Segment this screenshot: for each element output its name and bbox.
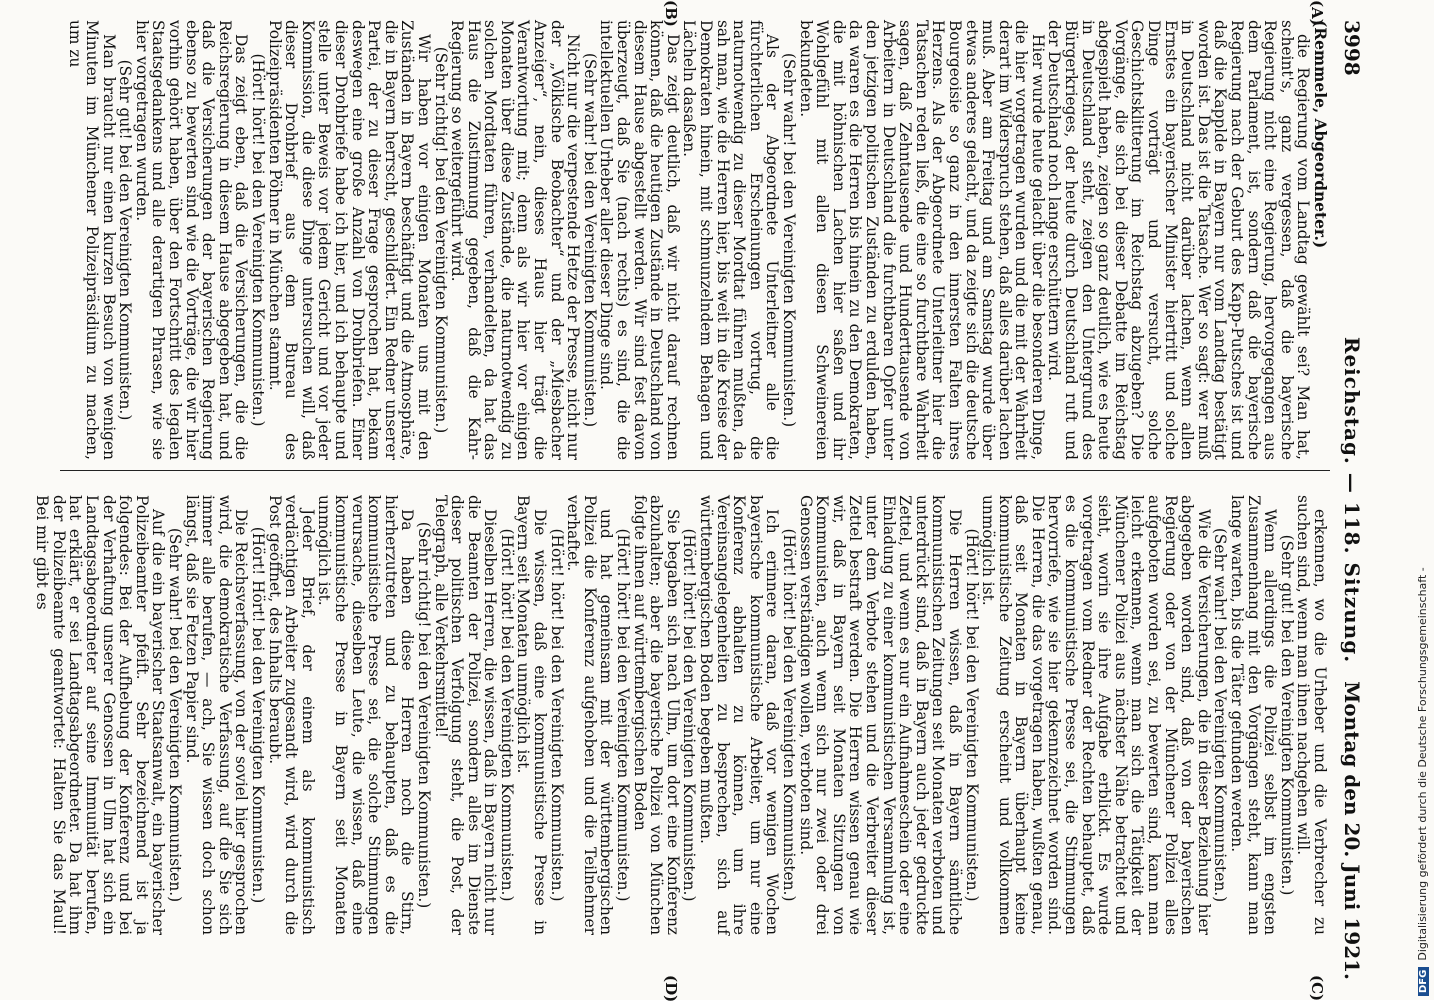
paragraph: erkennen, wo die Urheber und die Verbrecher zu suchen sind, wenn man ihnen nachgehen will.: [1294, 495, 1329, 935]
interjection: (Sehr gut! bei den Vereinigten Kommunisten.): [1277, 534, 1296, 896]
paragraph: Auf die ein bayerischer Staatsanwalt, ein bayerischer Polizeibeamter pfeift. Sehr bezeichnend ist ja folgendes: Bei der Aufhebung der Konferenz und bei der Verhaftung unserer Genossen in Ulm hat sich ein Landtagsabgeordneter auf seine Immunität berufen, hat erklärt, er sei Landtagsabgeordneter. Da hat ihm der Polizeibeamte geantwortet: Halten Sie das Maul! Bei mir gibt es: [33, 495, 168, 935]
interjection: (Hört! hört! bei den Vereinigten Kommunisten.): [497, 528, 516, 902]
interjection: (Sehr gut! bei den Vereinigten Kommunisten.): [116, 59, 135, 421]
credit-text: Digitalisierung gefördert durch die Deutsche Forschungsgemeinschaft -: [1416, 567, 1429, 961]
paragraph: die Regierung vom Landtag gewählt sei? Man hat, scheint's, ganz vergessen, daß die bayerische Regierung nicht eine Regierung, hervorgegangen aus dem Parlament, ist, sondern daß die bayerische Regierung nach der Geburt des Kapp-Putsches ist und daß die Kapplde in Bayern nur vom Landtag bestätigt worden ist. Das ist die Tatsache. Wer so sagt: wer muß in Deutschland nicht darüber lachen, wenn allen Ernstes ein bayerischer Minister hiertritt und solche Dinge vorträgt und versucht, solche Geschichtsklitterung im Reichstag abzugeben? Die Vorgänge, die sich bei dieser Debatte im Reichstag abgespielt haben, zeigen so ganz deutlich, wie es heute in Deutschland steht, zeigen den Untergrund des Bürgerkrieges, der heute durch Deutschland ruft und der Deutschland noch lange erschüttern wird.: [1045, 20, 1313, 460]
interjection: (Sehr wahr! bei den Vereinigten Kommunisten.): [166, 527, 185, 903]
interjection: (Hört! hört! bei den Vereinigten Kommunisten.): [547, 528, 566, 902]
page-number: 3998: [1340, 20, 1364, 76]
paragraph: Da haben diese Herren noch die Stirn, hierherzutreten und zu behaupten, daß es die kommunistische Presse sei, die solche Stimmungen verursache, dieselben Leute, die wissen, daß eine kommunistische Presse in Bayern seit Monaten unmöglich ist.: [315, 495, 417, 935]
margin-marker-d: (D): [662, 975, 680, 1002]
paragraph: Die Herren wissen, daß in Bayern sämtliche kommunistischen Zeitungen seit Monaten verboten und unterdrückt sind, daß in Bayern auch jeder gedruckte Zettel, und wenn es nur ein Aufnahmeschein oder eine Einladung zu einer kommunistischen Versammlung ist, unter dem Verbote stehen und die Verbreiter dieser Zettel bestraft werden. Die Herren wissen genau wie wir, daß in Bayern seit Monaten Sitzungen von Kommunisten, auch wenn sich nur zwei oder drei Genossen verständigen wollen, verboten sind.: [796, 495, 964, 935]
interjection: (Sehr richtig! bei den Vereinigten Kommunisten.): [431, 46, 450, 434]
paragraph: Jeder Brief, der einem als kommunistisch verdächtigen Arbeiter zugesandt wird, wird durch die Post geöffnet, des Inhalts beraubt.: [265, 495, 317, 935]
paragraph: Wie die Versicherungen, die in dieser Beziehung hier abgegeben worden sind, daß von der bayerischen Regierung oder von der Münchener Polizei alles aufgeboten worden sei, zu bewerten sind, kann man leicht erkennen, wenn man sich die Tätigkeit der Münchener Polizei aus nächster Nähe betrachtet und sieht, worin sie ihre Aufgabe erblickt. Es wurde vorgetragen vom Redner der Rechten behauptet, daß es die kommunistische Presse sei, die Stimmungen hervorriefe, wie sie hier gekennzeichnet worden sind. Die Herren, die das vorgetragen haben, wußten genau, daß seit Monaten in Bayern überhaupt keine kommunistische Zeitung erscheint und vollkommen unmöglich ist.: [979, 495, 1213, 935]
interjection: (Sehr wahr! bei den Vereinigten Kommunisten.): [580, 52, 599, 428]
paragraph: Die Reichsverfassung, von der soviel hier gesprochen wird, die demokratische Verfassung, auf die Sie sich immer alle berufen, — ach, Sie wissen doch schon längst, daß sie Fetzen Papier sind.: [182, 495, 251, 935]
interjection: (Sehr wahr! bei den Vereinigten Kommunisten.): [780, 52, 798, 428]
paragraph: Ich erinnere daran, daß vor wenigen Wochen bayerische kommunistische Arbeiter, um nur eine Konferenz abhalten zu können, um ihre Vereinsangelegenheiten zu besprechen, sich auf württembergischen Boden begeben mußten.: [697, 495, 782, 935]
page-header: [1332, 20, 1364, 980]
interjection: (Sehr richtig! bei den Vereinigten Kommunisten.): [414, 521, 433, 909]
interjection: (Hört! hört! bei den Vereinigten Kommunisten.): [680, 528, 699, 902]
interjection: (Hört! hört! bei den Vereinigten Kommunisten.): [614, 528, 633, 902]
paragraph: Hier wurde heute gelacht über die besonderen Dinge, die hier vorgetragen wurden und die mit der Wahrheit derart im Widerspruch stehen, daß alles darüber lachen muß. Aber am Freitag und am Samstag wurde über etwas anderes gelacht, und da zeigte sich die deutsche Bourgeoisie so ganz in den innersten Falten ihres Herzens. Als der Abgeordnete Unterleitner hier die Tatsachen reden ließ, die eine so furchtbare Wahrheit sagen, daß Zehntausende und Hunderttausende von Arbeitern in Deutschland die furchtbaren Opfer unter den jetzigen politischen Zuständen zu erdulden haben, da waren es die Herren bis hinein zu den Demokraten, die mit höhnischen Lachen hier saßen und ihr Wohlgefühl mit allen diesen Schweinereien bekundeten.: [796, 20, 1047, 460]
interjection: (Hört! hört! bei den Vereinigten Kommunisten.): [780, 528, 798, 902]
speaker-line: (Remmele, Abgeordneter.): [1311, 20, 1329, 249]
paragraph: und hat gemeinsam mit der württembergischen Polizei die Konferenz aufgehoben und die Teilnehmer verhaftet.: [564, 495, 616, 935]
margin-marker-c: (C): [1308, 975, 1326, 1002]
paragraph: Das zeigt eben, daß die Versicherungen, die die Reichsregierung in diesem Hause abgegeben hat, und daß die Versicherungen der bayerischen Regierung ebenso zu bewerten sind wie die Vorträge, die wir hier vorhin gehört haben, über den Fortschritt des legalen Staatsgedankens und alle derartigen Phrasen, wie sie hier vorgetragen wurden.: [132, 20, 251, 460]
paragraph: Das zeigt deutlich, daß wir nicht darauf rechnen können, daß die heutigen Zustände in Deutschland von diesem Hause abgestellt werden. Wir sind fest davon überzeugt, daß Sie (nach rechts) es sind, die die intellektuellen Urheber aller dieser Dinge sind.: [597, 20, 682, 460]
paragraph: Dieselben Herren, die wissen, daß in Bayern nicht nur die Beamten der Polizei, sondern alles im Dienste dieser politischen Verfolgung steht, die Post, der Telegraph, alle Verkehrsmittel!: [431, 495, 500, 935]
margin-marker-b: (B): [662, 0, 680, 27]
digitization-credit: [1416, 0, 1434, 996]
paragraph: Nicht nur die verpestende Hetze der Presse, nicht nur der „Völkische Beobachter“ und der „Miesbacher Anzeiger“, nein, dieses Haus hier trägt die Verantwortung mit; denn als wir hier vor einigen Monaten über diese Zustände, die naturnotwendig zu solchen Mordtaten führen, verhandelten, da hat das Haus die Zustimmung gegeben, daß die Kahr-Regierung so weitergeführt wird.: [448, 20, 583, 460]
column-divider: [60, 470, 1330, 471]
interjection: (Hört! Hört! bei den Vereinigten Kommunisten.): [249, 526, 267, 904]
dfg-logo: DFG: [1418, 967, 1429, 996]
left-column: [67, 20, 1328, 460]
page-title: Reichstag. — 118. Sitzung.: [1340, 336, 1364, 664]
document-page: [33, 0, 1370, 1002]
page-date: Montag den 20. Juni 1921.: [1340, 681, 1364, 980]
margin-marker-a: (A): [1308, 0, 1326, 26]
paragraph: Wenn allerdings die Polizei selbst im engsten Zusammenhang mit den Vorgängen steht, kann man lange warten, bis die Täter gefunden werden.: [1228, 495, 1280, 935]
interjection: (Sehr wahr! bei den Vereinigten Kommunisten.): [1211, 527, 1230, 903]
paragraph: Wir haben vor einigen Monaten uns mit den Zuständen in Bayern beschäftigt und die Atmosphäre, die in Bayern herrscht, geschildert. Ein Redner unserer Partei, der zu dieser Frage gesprochen hat, bekam deswegen eine große Anzahl von Drohbriefen. Einer dieser Drohbriefe habe ich hier, und ich behaupte und stelle unter Beweis vor jedem Gericht und vor jeder Kommission, die diese Dinge untersuchen will, daß dieser Drohbrief aus dem Bureau des Polizeipräsidenten Pöhner in München stammt.: [265, 20, 433, 460]
paragraph: Sie begaben sich nach Ulm, um dort eine Konferenz abzuhalten; aber die bayerische Polizei von München folgte ihnen auf württembergischen Boden: [630, 495, 682, 935]
interjection: (Hört! hört! bei den Vereinigten Kommunisten.): [249, 53, 267, 427]
paragraph: Die wissen, daß eine kommunistische Presse in Bayern seit Monaten unmöglich ist.: [514, 495, 550, 935]
paragraph: Man braucht nur einen kurzen Besuch von wenigen Minuten im Münchener Polizeipräsidium zu machen, um zu: [66, 20, 118, 460]
right-column: [34, 495, 1328, 935]
interjection: (Hört! hört! bei den Vereinigten Kommunisten.): [962, 528, 981, 902]
paragraph: Als der Abgeordnete Unterleitner alle die fürchterlichen Erscheinungen vortrug, die naturnotwendig zu dieser Mordtat führen mußten, da sah man, wie die Herren hier, bis weit in die Kreise der Demokraten hinein, mit schmunzelndem Behagen und Lächeln dasaßen.: [680, 20, 782, 460]
